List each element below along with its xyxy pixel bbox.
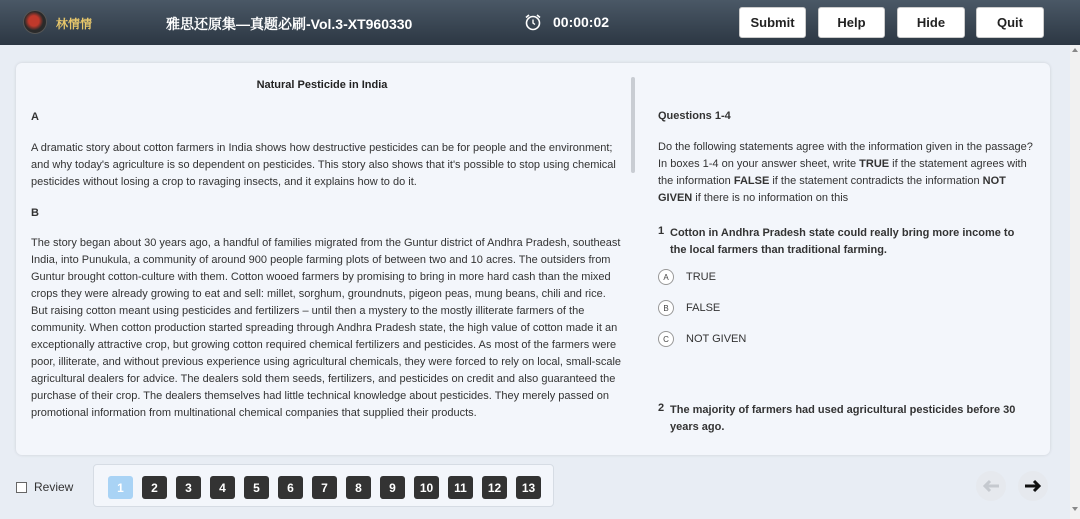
question-button-4[interactable]: 4 bbox=[210, 476, 235, 499]
section-label-a: A bbox=[31, 111, 39, 123]
option-key[interactable]: B bbox=[658, 300, 674, 316]
question-button-3[interactable]: 3 bbox=[176, 476, 201, 499]
checkbox-box[interactable] bbox=[16, 482, 27, 493]
next-button[interactable] bbox=[1018, 471, 1048, 501]
username: 林情情 bbox=[56, 17, 93, 31]
help-button[interactable]: Help bbox=[818, 7, 885, 38]
page-scrollbar[interactable] bbox=[1070, 45, 1080, 519]
review-label: Review bbox=[34, 480, 74, 494]
content-panel bbox=[16, 63, 1050, 455]
section-text-a: A dramatic story about cotton farmers in India shows how destructive pesticides can be for people and the environment; and why today's agriculture is so dependent on pesticides. This story also shows that it's possible to stop using chemical pesticides without losing a crop to ravaging insects, and it explains how to do it. bbox=[31, 142, 616, 188]
review-checkbox[interactable] bbox=[16, 480, 73, 494]
submit-button[interactable]: Submit bbox=[739, 7, 806, 38]
option-key[interactable]: C bbox=[658, 331, 674, 347]
option-false[interactable] bbox=[658, 299, 720, 317]
passage-title: Natural Pesticide in India bbox=[256, 79, 388, 91]
question-button-1[interactable]: 1 bbox=[108, 476, 133, 499]
questions-pane[interactable] bbox=[658, 63, 1038, 455]
scroll-down-icon[interactable] bbox=[1072, 507, 1078, 511]
option-true[interactable] bbox=[658, 268, 716, 286]
question-button-13[interactable]: 13 bbox=[516, 476, 541, 499]
section-text-b: The story began about 30 years ago, a handful of families migrated from the Guntur district of Andhra Pradesh, southeast India, into Punukula, a community of around 900 people farming plots of between two and 10 acres. The outsiders from Guntur brought cotton-culture with them. Cotton wooed farmers by promising to bring in more hard cash than the mixed crops they were already growing to eat and sell: millet, sorghum, groundnuts, pigeon peas, mung beans, chili and rice. But raising cotton meant using pesticides and fertilizers – until then a mystery to the mostly illiterate farmers of the community. When cotton production started spreading through Andhra Pradesh state, the high value of cotton made it an exceptionally attractive crop, but growing cotton required chemical fertilizers and pesticides. As most of the farmers were poor, illiterate, and without previous experience using agricultural chemicals, they were forced to rely on local, small-scale agricultural dealers for advice. The dealers sold them seeds, fertilizers, and pesticides on credit and also guaranteed the purchase of their crop. The dealers themselves had little technical knowledge about pesticides. They merely passed on promotional information from multinational chemical companies that supplied their products. bbox=[31, 237, 622, 419]
quit-button[interactable]: Quit bbox=[976, 7, 1044, 38]
question-button-2[interactable]: 2 bbox=[142, 476, 167, 499]
question-button-12[interactable]: 12 bbox=[482, 476, 507, 499]
question-button-5[interactable]: 5 bbox=[244, 476, 269, 499]
top-bar bbox=[0, 0, 1080, 45]
option-key[interactable]: A bbox=[658, 269, 674, 285]
option-label: TRUE bbox=[686, 271, 716, 283]
question-number: 1 bbox=[658, 225, 665, 237]
question-text: Cotton in Andhra Pradesh state could really bring more income to the local farmers than traditional farming. bbox=[670, 227, 1015, 256]
question-button-7[interactable]: 7 bbox=[312, 476, 337, 499]
section-label-b: B bbox=[31, 207, 39, 219]
question-text: The majority of farmers had used agricultural pesticides before 30 years ago. bbox=[670, 404, 1016, 433]
option-label: FALSE bbox=[686, 302, 721, 314]
previous-button[interactable] bbox=[976, 471, 1006, 501]
question-button-9[interactable]: 9 bbox=[380, 476, 405, 499]
exam-title: 雅思还原集—真题必刷-Vol.3-XT960330 bbox=[166, 16, 413, 32]
question-navigator bbox=[93, 464, 554, 507]
question-button-6[interactable]: 6 bbox=[278, 476, 303, 499]
avatar bbox=[23, 10, 47, 34]
alarm-clock-icon bbox=[524, 13, 542, 31]
arrow-right-icon bbox=[1024, 479, 1042, 493]
timer: 00:00:02 bbox=[553, 14, 610, 30]
question-button-8[interactable]: 8 bbox=[346, 476, 371, 499]
arrow-left-icon bbox=[982, 479, 1000, 493]
option-not-given[interactable] bbox=[658, 330, 746, 348]
passage-scrollbar[interactable] bbox=[631, 77, 635, 173]
hide-button[interactable]: Hide bbox=[897, 7, 965, 38]
question-button-11[interactable]: 11 bbox=[448, 476, 473, 499]
passage-pane[interactable] bbox=[16, 63, 628, 455]
instructions: Do the following statements agree with the information given in the passage? In boxes 1-4 on your answer sheet, write TRUE if the statement agrees with the information FALSE if the statement contradicts the information NOT GIVEN if there is no information on this bbox=[658, 141, 1033, 204]
questions-heading: Questions 1-4 bbox=[658, 110, 731, 122]
option-label: NOT GIVEN bbox=[686, 333, 747, 345]
question-button-10[interactable]: 10 bbox=[414, 476, 439, 499]
question-number: 2 bbox=[658, 402, 665, 414]
scroll-up-icon[interactable] bbox=[1072, 48, 1078, 52]
